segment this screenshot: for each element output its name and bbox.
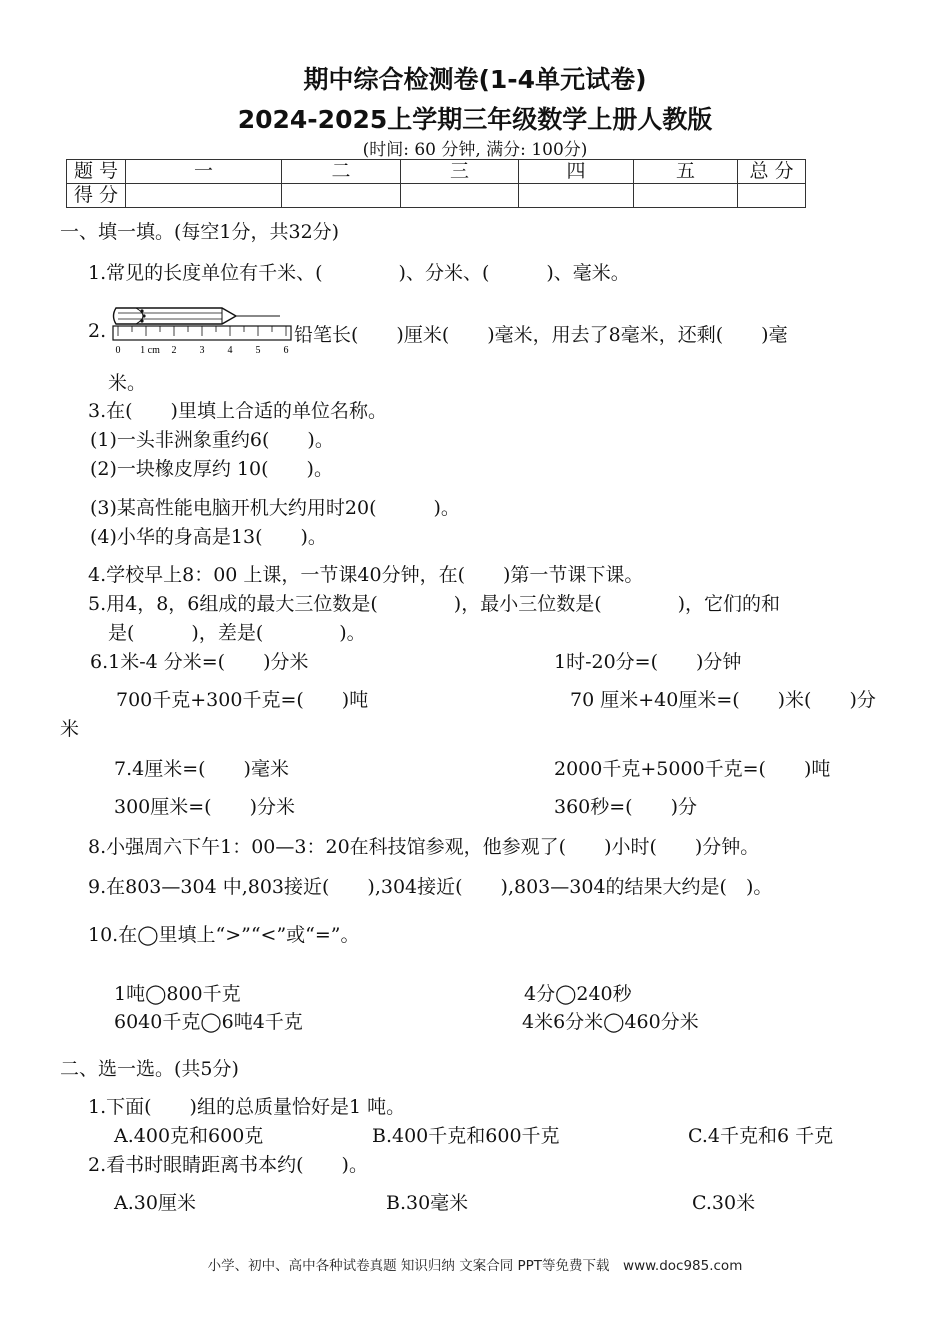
score-table-score-row [67, 184, 806, 208]
score-input-cell[interactable] [519, 184, 634, 208]
question-1-9: 9.在803—304 中,803接近( ),304接近( ),803—304的结果大约是( )。 [88, 876, 773, 898]
score-cell: 二 [282, 160, 401, 184]
question-1-3-4: (4)小华的身高是13( )。 [90, 526, 327, 548]
pencil-icon [114, 308, 281, 324]
score-cell: 总 分 [738, 160, 806, 184]
question-1-10-b: 4分◯240秒 [524, 983, 632, 1005]
title-line-1: 期中综合检测卷(1-4单元试卷) [303, 65, 647, 94]
subtitle: (时间: 60 分钟, 满分: 100分) [362, 140, 588, 160]
score-cell: 三 [401, 160, 519, 184]
question-1-1: 1.常见的长度单位有千米、( )、分米、( )、毫米。 [88, 262, 630, 284]
question-1-10-c: 6040千克◯6吨4千克 [114, 1011, 303, 1033]
question-2-2-option-c: C.30米 [692, 1192, 756, 1214]
question-1-6-c: 700千克+300千克=( )吨 [116, 689, 369, 711]
question-1-3-2: (2)一块橡皮厚约 10( )。 [90, 458, 333, 480]
score-input-cell[interactable] [401, 184, 519, 208]
ruler-label: 5 [255, 345, 261, 356]
question-2-1-option-b: B.400千克和600千克 [372, 1125, 560, 1147]
question-1-7-b: 2000千克+5000千克=( )吨 [554, 758, 831, 780]
score-table [66, 159, 806, 208]
question-2-2-option-a: A.30厘米 [114, 1192, 196, 1214]
question-1-10-a: 1吨◯800千克 [114, 983, 241, 1005]
question-1-10-d: 4米6分米◯460分米 [522, 1011, 699, 1033]
ruler-label: 1 cm [140, 345, 160, 356]
question-1-5-line-1: 5.用4，8，6组成的最大三位数是( )，最小三位数是( )，它们的和 [88, 593, 781, 615]
score-cell: 五 [634, 160, 738, 184]
section-2-heading: 二、选一选。(共5分) [60, 1058, 239, 1080]
question-1-2-number: 2. [88, 320, 107, 342]
ruler-label: 4 [227, 345, 233, 356]
question-1-3-1: (1)一头非洲象重约6( )。 [90, 429, 334, 451]
question-1-6-a: 6.1米-4 分米=( )分米 [90, 651, 309, 673]
question-2-2: 2.看书时眼睛距离书本约( )。 [88, 1154, 368, 1176]
question-1-3-3: (3)某高性能电脑开机大约用时20( )。 [90, 497, 460, 519]
score-input-cell[interactable] [126, 184, 282, 208]
question-1-6-b: 1时-20分=( )分钟 [554, 651, 742, 673]
score-table-header-row [67, 160, 806, 184]
question-1-2-cont: 米。 [108, 372, 147, 394]
question-1-5-line-2: 是( )，差是( )。 [108, 622, 366, 644]
question-2-1-option-a: A.400克和600克 [114, 1125, 264, 1147]
ruler-label: 6 [283, 345, 289, 356]
question-1-8: 8.小强周六下午1：00—3：20在科技馆参观，他参观了( )小时( )分钟。 [88, 836, 760, 858]
ruler [113, 326, 291, 356]
score-input-cell[interactable] [738, 184, 806, 208]
question-1-7-c: 300厘米=( )分米 [114, 796, 296, 818]
question-1-7-a: 7.4厘米=( )毫米 [114, 758, 289, 780]
question-1-2-text: 铅笔长( )厘米( )毫米，用去了8毫米，还剩( )毫 [294, 324, 788, 346]
question-1-3: 3.在( )里填上合适的单位名称。 [88, 400, 387, 422]
pencil-ruler-figure [110, 302, 294, 356]
ruler-label: 3 [199, 345, 205, 356]
score-cell: 四 [519, 160, 634, 184]
title-line-2: 2024-2025上学期三年级数学上册人教版 [237, 105, 713, 134]
question-2-1-option-c: C.4千克和6 千克 [688, 1125, 834, 1147]
question-1-4: 4.学校早上8：00 上课，一节课40分钟，在( )第一节课下课。 [88, 564, 644, 586]
question-1-10: 10.在◯里填上“>”“<”或“=”。 [88, 924, 360, 946]
section-1-heading: 一、填一填。(每空1分，共32分) [60, 221, 340, 243]
score-cell: 题 号 [67, 160, 126, 184]
ruler-label: 0 [115, 345, 121, 356]
question-1-7-d: 360秒=( )分 [554, 796, 698, 818]
score-input-cell[interactable] [282, 184, 401, 208]
score-row-label: 得 分 [67, 184, 126, 208]
footer: 小学、初中、高中各种试卷真题 知识归纳 文案合同 PPT等免费下载 www.doc985.com [207, 1258, 743, 1274]
question-1-6-d: 70 厘米+40厘米=( )米( )分 [570, 689, 876, 711]
question-2-1: 1.下面( )组的总质量恰好是1 吨。 [88, 1096, 406, 1118]
score-cell: 一 [126, 160, 282, 184]
score-input-cell[interactable] [634, 184, 738, 208]
ruler-label: 2 [171, 345, 177, 356]
question-1-6-cont: 米 [60, 718, 80, 740]
question-2-2-option-b: B.30毫米 [386, 1192, 469, 1214]
